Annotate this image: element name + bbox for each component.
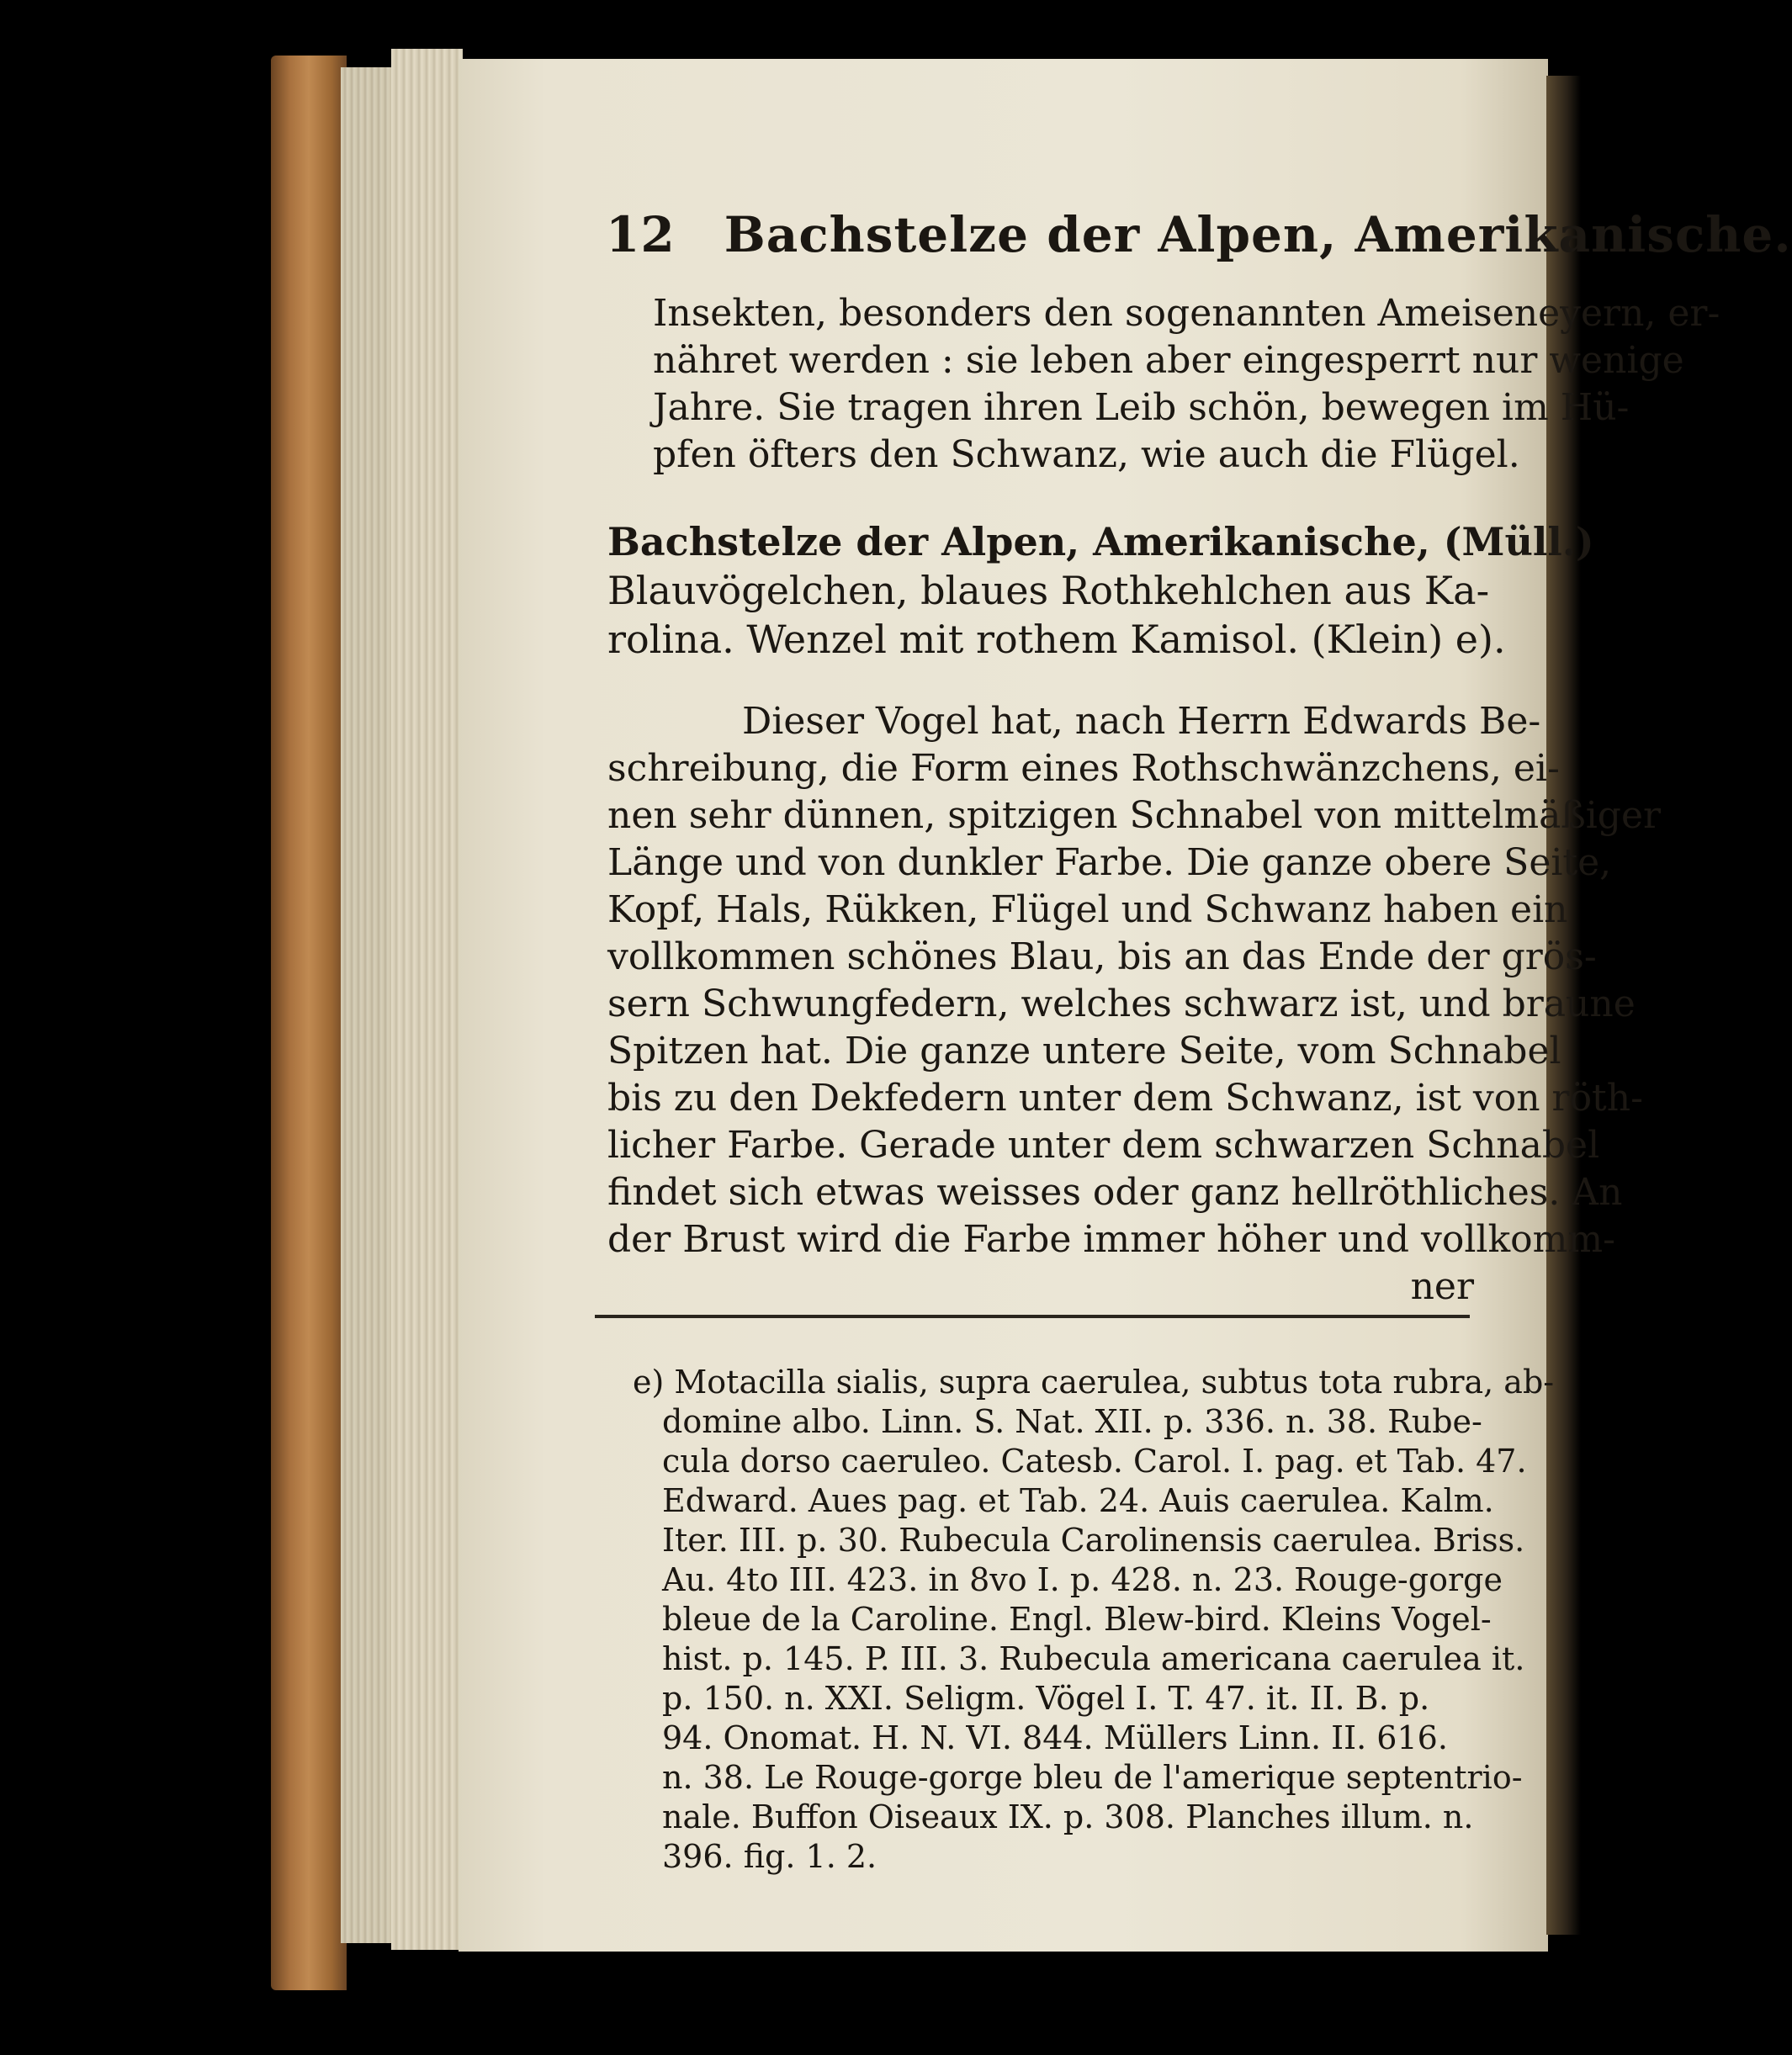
text-line: Jahre. Sie tragen ihren Leib schön, bewegen im Hü-	[653, 386, 1630, 429]
footnote-line: 396. fig. 1. 2.	[662, 1838, 877, 1875]
text-line: pfen öfters den Schwanz, wie auch die Flügel.	[653, 433, 1520, 476]
text-line: schreibung, die Form eines Rothschwänzchens, ei-	[607, 747, 1560, 790]
footnote-line: 94. Onomat. H. N. VI. 844. Müllers Linn. II. 616.	[662, 1719, 1448, 1756]
text-line: Insekten, besonders den sogenannten Ameiseneyern, er-	[653, 292, 1720, 335]
species-description	[607, 698, 1661, 1311]
footnote-line: bleue de la Caroline. Engl. Blew-bird. Kleins Vogel-	[662, 1601, 1492, 1638]
text-line: nähret werden : sie leben aber eingesperrt nur wenige	[653, 339, 1684, 382]
text-line: Kopf, Hals, Rükken, Flügel und Schwanz haben ein	[607, 888, 1568, 931]
text-line: Blauvögelchen, blaues Rothkehlchen aus Ka-	[607, 568, 1490, 613]
text-line: bis zu den Dekfedern unter dem Schwanz, ist von röth-	[607, 1077, 1643, 1120]
text-line: rolina. Wenzel mit rothem Kamisol. (Klein) e).	[607, 617, 1506, 662]
footnote-line: n. 38. Le Rouge-gorge bleu de l'amerique septentrio-	[662, 1759, 1523, 1796]
footnote-line: cula dorso caeruleo. Catesb. Carol. I. pag. et Tab. 47.	[662, 1443, 1527, 1480]
paragraph-continuation	[653, 290, 1720, 479]
text-line: Dieser Vogel hat, nach Herrn Edwards Be-	[742, 700, 1541, 743]
running-title: Bachstelze der Alpen, Amerikanische.	[724, 206, 1792, 263]
text-line: findet sich etwas weisses oder ganz hellröthliches. An	[607, 1171, 1623, 1214]
footnote	[633, 1363, 1554, 1877]
page-number: 12	[606, 206, 676, 263]
catchword: ner	[1410, 1265, 1474, 1308]
footnote-line: e) Motacilla sialis, supra caerulea, subtus tota rubra, ab-	[633, 1364, 1555, 1401]
footnote-line: Iter. III. p. 30. Rubecula Carolinensis caerulea. Briss.	[662, 1522, 1525, 1559]
footnote-line: Au. 4to III. 423. in 8vo I. p. 428. n. 23. Rouge-gorge	[662, 1561, 1503, 1598]
footnote-line: p. 150. n. XXI. Seligm. Vögel I. T. 47. it. II. B. p.	[662, 1680, 1430, 1717]
footnote-rule	[595, 1315, 1470, 1318]
text-line: Bachstelze der Alpen, Amerikanische, (Müll.)	[607, 519, 1594, 564]
text-line: vollkommen schönes Blau, bis an das Ende der grös-	[607, 935, 1597, 978]
text-line: sern Schwungfedern, welches schwarz ist, und braune	[607, 982, 1636, 1025]
page-edges-inner	[391, 49, 463, 1950]
footnote-line: Edward. Aues pag. et Tab. 24. Auis caerulea. Kalm.	[662, 1482, 1494, 1519]
footnote-line: domine albo. Linn. S. Nat. XII. p. 336. n. 38. Rube-	[662, 1403, 1482, 1440]
text-line: nen sehr dünnen, spitzigen Schnabel von mittelmäßiger	[607, 794, 1662, 837]
species-entry-heading	[607, 517, 1594, 664]
text-line: der Brust wird die Farbe immer höher und vollkomm-	[607, 1218, 1615, 1261]
footnote-line: nale. Buffon Oiseaux IX. p. 308. Planches illum. n.	[662, 1798, 1474, 1835]
page-header	[606, 206, 1792, 263]
text-line: licher Farbe. Gerade unter dem schwarzen Schnabel	[607, 1124, 1600, 1167]
footnote-line: hist. p. 145. P. III. 3. Rubecula americana caerulea it.	[662, 1640, 1525, 1677]
text-line: Spitzen hat. Die ganze untere Seite, vom Schnabel	[607, 1030, 1561, 1073]
leather-cover	[271, 56, 347, 1990]
text-line: Länge und von dunkler Farbe. Die ganze obere Seite,	[607, 841, 1612, 884]
